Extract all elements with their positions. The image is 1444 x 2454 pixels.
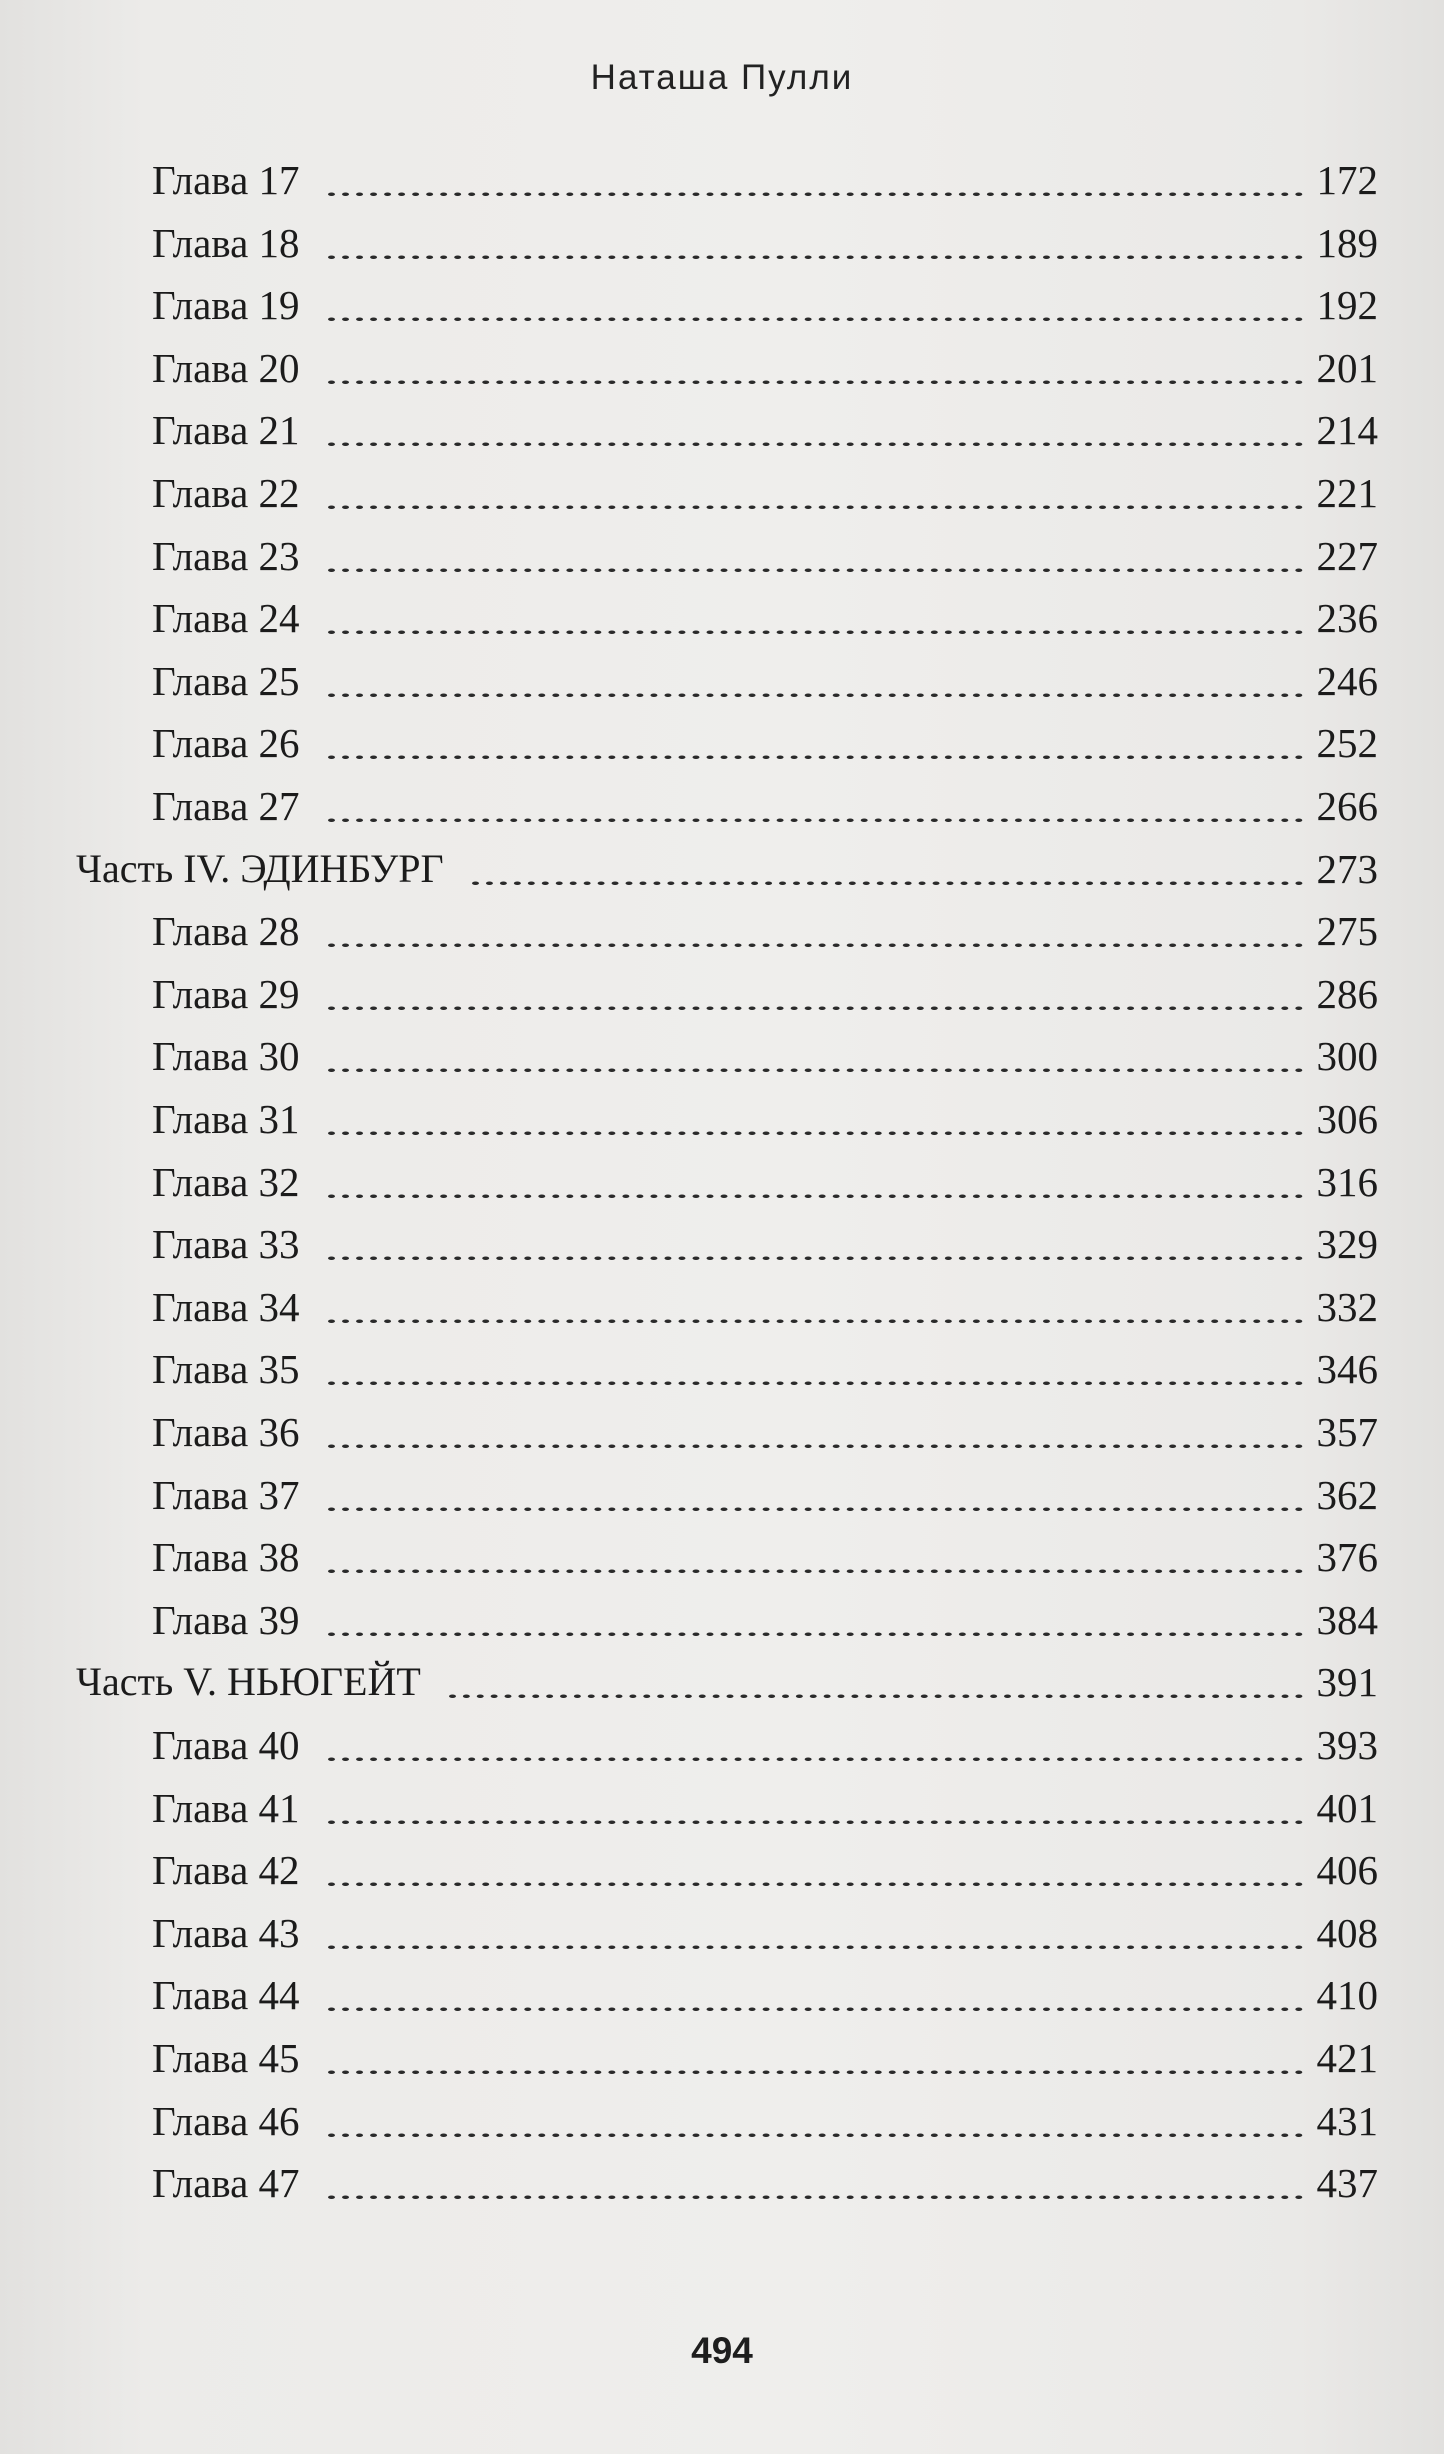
toc-chapter-entry: [152, 215, 1378, 271]
toc-chapter-entry: [152, 778, 1378, 834]
toc-entry-label: Часть IV. ЭДИНБУРГ: [76, 846, 444, 891]
toc-part-entry: [76, 1654, 1378, 1710]
toc-chapter-entry: [152, 1780, 1378, 1836]
toc-entry-page: 316: [1316, 1159, 1378, 1205]
toc-entry-label: Глава 23: [152, 533, 300, 579]
toc-entry-page: 357: [1316, 1409, 1378, 1455]
toc-entry-label: Глава 28: [152, 908, 300, 954]
toc-chapter-entry: [152, 1529, 1378, 1585]
toc-chapter-entry: [152, 277, 1378, 333]
toc-entry-label: Глава 26: [152, 720, 300, 766]
toc-chapter-entry: [152, 465, 1378, 521]
toc-chapter-entry: [152, 2030, 1378, 2086]
toc-entry-label: Глава 38: [152, 1534, 300, 1580]
toc-entry-page: 214: [1316, 407, 1378, 453]
toc-entry-label: Глава 36: [152, 1409, 300, 1455]
toc-entry-page: 189: [1316, 220, 1378, 266]
dot-leader: [328, 2196, 1303, 2200]
toc-entry-page: 408: [1316, 1910, 1378, 1956]
toc-entry-label: Глава 29: [152, 971, 300, 1017]
toc-entry-page: 346: [1316, 1346, 1378, 1392]
dot-leader: [328, 193, 1303, 197]
toc-chapter-entry: [152, 1467, 1378, 1523]
toc-chapter-entry: [152, 1717, 1378, 1773]
toc-entry-label: Глава 18: [152, 220, 300, 266]
dot-leader: [328, 2134, 1303, 2138]
toc-entry-label: Глава 47: [152, 2160, 300, 2206]
toc-chapter-entry: [152, 1216, 1378, 1272]
dot-leader: [328, 1821, 1303, 1825]
toc-entry-page: 266: [1316, 783, 1378, 829]
toc-entry-page: 384: [1316, 1597, 1378, 1643]
toc-entry-page: 221: [1316, 470, 1378, 516]
dot-leader: [328, 1132, 1303, 1136]
dot-leader: [328, 256, 1303, 260]
toc-chapter-entry: [152, 1154, 1378, 1210]
toc-entry-page: 376: [1316, 1534, 1378, 1580]
dot-leader: [328, 1007, 1303, 1011]
dot-leader: [328, 819, 1303, 823]
dot-leader: [328, 318, 1303, 322]
toc-entry-page: 393: [1316, 1722, 1378, 1768]
toc-entry-label: Глава 17: [152, 157, 300, 203]
toc-entry-label: Глава 43: [152, 1910, 300, 1956]
dot-leader: [328, 2071, 1303, 2075]
dot-leader: [328, 2008, 1303, 2012]
toc-chapter-entry: [152, 402, 1378, 458]
dot-leader: [328, 944, 1303, 948]
dot-leader: [328, 631, 1303, 635]
dot-leader: [328, 1320, 1303, 1324]
toc-entry-page: 391: [1316, 1659, 1378, 1705]
toc-chapter-entry: [152, 1091, 1378, 1147]
toc-chapter-entry: [152, 1842, 1378, 1898]
toc-entry-label: Глава 42: [152, 1847, 300, 1893]
toc-entry-page: 192: [1316, 282, 1378, 328]
toc-chapter-entry: [152, 2155, 1378, 2211]
toc-entry-label: Глава 39: [152, 1597, 300, 1643]
toc-entry-page: 401: [1316, 1785, 1378, 1831]
dot-leader: [472, 882, 1303, 886]
dot-leader: [328, 1069, 1303, 1073]
toc-chapter-entry: [152, 1028, 1378, 1084]
toc-part-entry: [76, 841, 1378, 897]
dot-leader: [328, 1946, 1303, 1950]
toc-chapter-entry: [152, 903, 1378, 959]
toc-entry-page: 406: [1316, 1847, 1378, 1893]
toc-entry-page: 421: [1316, 2035, 1378, 2081]
toc-entry-label: Глава 32: [152, 1159, 300, 1205]
toc-chapter-entry: [152, 1279, 1378, 1335]
page-number: 494: [691, 2330, 753, 2371]
toc-chapter-entry: [152, 1404, 1378, 1460]
dot-leader: [328, 443, 1303, 447]
toc-chapter-entry: [152, 152, 1378, 208]
toc-entry-label: Глава 40: [152, 1722, 300, 1768]
toc-chapter-entry: [152, 966, 1378, 1022]
running-header: Наташа Пулли: [590, 58, 854, 97]
toc-entry-label: Глава 41: [152, 1785, 300, 1831]
toc-entry-label: Глава 22: [152, 470, 300, 516]
toc-entry-label: Глава 45: [152, 2035, 300, 2081]
toc-chapter-entry: [152, 1592, 1378, 1648]
toc-entry-page: 437: [1316, 2160, 1378, 2206]
toc-entry-page: 286: [1316, 971, 1378, 1017]
dot-leader: [328, 1633, 1303, 1637]
toc-entry-page: 300: [1316, 1033, 1378, 1079]
dot-leader: [328, 756, 1303, 760]
toc-entry-label: Глава 30: [152, 1033, 300, 1079]
dot-leader: [449, 1695, 1303, 1699]
toc-entry-page: 329: [1316, 1221, 1378, 1267]
toc-entry-label: Глава 37: [152, 1472, 300, 1518]
dot-leader: [328, 1257, 1303, 1261]
dot-leader: [328, 506, 1303, 510]
toc-entry-label: Глава 34: [152, 1284, 300, 1330]
toc-entry-page: 410: [1316, 1972, 1378, 2018]
toc-chapter-entry: [152, 528, 1378, 584]
toc-entry-label: Глава 33: [152, 1221, 300, 1267]
toc-chapter-entry: [152, 2093, 1378, 2149]
toc-entry-page: 246: [1316, 658, 1378, 704]
toc-chapter-entry: [152, 340, 1378, 396]
toc-entry-page: 201: [1316, 345, 1378, 391]
dot-leader: [328, 1195, 1303, 1199]
toc-entry-page: 306: [1316, 1096, 1378, 1142]
toc-entry-label: Часть V. НЬЮГЕЙТ: [76, 1659, 421, 1704]
dot-leader: [328, 381, 1303, 385]
toc-entry-page: 227: [1316, 533, 1378, 579]
toc-entry-label: Глава 20: [152, 345, 300, 391]
dot-leader: [328, 1758, 1303, 1762]
toc-entry-label: Глава 21: [152, 407, 300, 453]
toc-entry-label: Глава 25: [152, 658, 300, 704]
toc-entry-page: 275: [1316, 908, 1378, 954]
dot-leader: [328, 694, 1303, 698]
toc-entry-page: 172: [1316, 157, 1378, 203]
toc-chapter-entry: [152, 715, 1378, 771]
toc-entry-label: Глава 31: [152, 1096, 300, 1142]
toc-entry-page: 431: [1316, 2098, 1378, 2144]
toc-chapter-entry: [152, 1905, 1378, 1961]
toc-entry-label: Глава 27: [152, 783, 300, 829]
dot-leader: [328, 1570, 1303, 1574]
toc-entry-label: Глава 24: [152, 595, 300, 641]
toc-entry-page: 252: [1316, 720, 1378, 766]
dot-leader: [328, 1445, 1303, 1449]
dot-leader: [328, 1508, 1303, 1512]
toc-entry-page: 332: [1316, 1284, 1378, 1330]
dot-leader: [328, 1382, 1303, 1386]
dot-leader: [328, 569, 1303, 573]
toc-chapter-entry: [152, 1341, 1378, 1397]
toc-entry-label: Глава 44: [152, 1972, 300, 2018]
dot-leader: [328, 1883, 1303, 1887]
toc-entry-label: Глава 46: [152, 2098, 300, 2144]
toc-chapter-entry: [152, 653, 1378, 709]
toc-chapter-entry: [152, 590, 1378, 646]
toc-entry-page: 236: [1316, 595, 1378, 641]
toc-entry-page: 362: [1316, 1472, 1378, 1518]
toc-entry-page: 273: [1316, 846, 1378, 892]
toc-entry-label: Глава 35: [152, 1346, 300, 1392]
toc-entry-label: Глава 19: [152, 282, 300, 328]
toc-chapter-entry: [152, 1967, 1378, 2023]
